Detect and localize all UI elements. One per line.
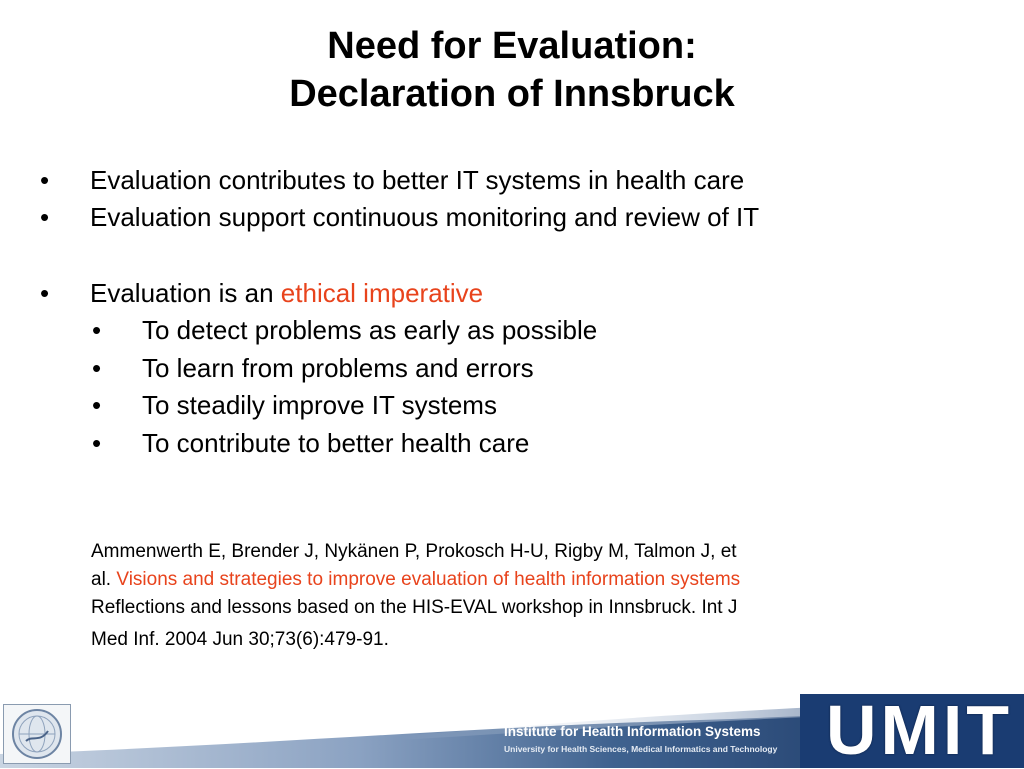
bullet-marker: • (40, 202, 50, 232)
reference-etal: al. (91, 569, 112, 590)
sub-bullet-text: To detect problems as early as possible (142, 315, 598, 345)
reference-title-line (91, 566, 971, 594)
sub-bullet-text: To contribute to better health care (142, 428, 530, 458)
slide-title-line-1: Need for Evaluation: (327, 25, 697, 67)
sub-bullet-text: To steadily improve IT systems (142, 390, 497, 420)
bullet-text: Evaluation support continuous monitoring and review of IT (90, 202, 760, 232)
institute-name: Institute for Health Information Systems (504, 724, 761, 739)
reference-authors: Ammenwerth E, Brender J, Nykänen P, Prokosch H-U, Rigby M, Talmon J, et (91, 541, 737, 562)
bullet-marker: • (92, 353, 102, 383)
sub-bullet-text: To learn from problems and errors (142, 353, 534, 383)
bullet-marker: • (40, 278, 50, 308)
bullet-text (90, 277, 483, 309)
ethical-imperative-highlight: ethical imperative (280, 278, 484, 308)
bullet-marker: • (40, 165, 50, 195)
bullet-text-plain: Evaluation is an (90, 278, 281, 308)
reference-citation (91, 538, 971, 654)
university-logo (3, 704, 71, 764)
reference-line-4: Med Inf. 2004 Jun 30;73(6):479-91. (91, 629, 389, 650)
bullet-marker: • (92, 428, 102, 458)
umit-logo-text: UMIT (826, 691, 1014, 769)
reference-paper-title: Visions and strategies to improve evaluation of health information systems (116, 569, 741, 590)
bullet-marker: • (92, 390, 102, 420)
reference-line-3: Reflections and lessons based on the HIS-EVAL workshop in Innsbruck. Int J (91, 597, 738, 618)
bullet-marker: • (92, 315, 102, 345)
slide-title (0, 22, 1024, 118)
globe-seal-icon (4, 705, 70, 763)
university-name: University for Health Sciences, Medical Informatics and Technology (504, 744, 778, 754)
bullet-text: Evaluation contributes to better IT systems in health care (90, 165, 745, 195)
slide-title-line-2: Declaration of Innsbruck (289, 73, 735, 115)
